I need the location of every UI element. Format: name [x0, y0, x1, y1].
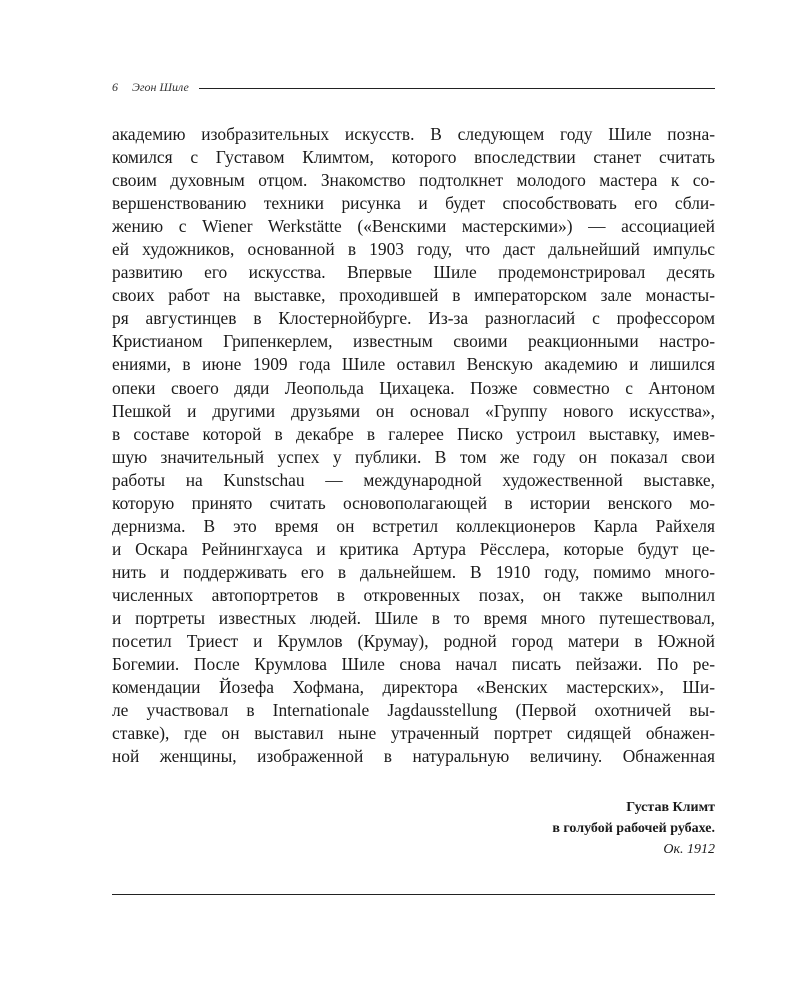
text-line: которую принято считать основополагающей в истории венского мо-: [112, 492, 715, 513]
text-line: нить и поддерживать его в дальнейшем. В 1910 году, помимо много-: [112, 561, 715, 582]
text-line: вершенствованию техники рисунка и будет способствовать его сбли-: [112, 193, 715, 214]
text-line: дернизма. В это время он встретил коллекционеров Карла Райхеля: [112, 515, 715, 536]
text-line: комендации Йозефа Хофмана, директора «Венских мастерских», Ши-: [112, 677, 715, 698]
text-line: посетил Триест и Крумлов (Крумау), родной город матери в Южной: [112, 631, 715, 652]
bottom-rule: [112, 894, 715, 895]
text-line: комился с Густавом Климтом, которого впоследствии станет считать: [112, 147, 715, 168]
text-line: ной женщины, изображенной в натуральную величину. Обнаженная: [112, 746, 715, 767]
text-line: шую значительный успех у публики. В том же году он показал свои: [112, 446, 715, 467]
text-line: численных автопортретов в откровенных позах, он также выполнил: [112, 584, 715, 605]
text-line: Пешкой и другими друзьями он основал «Группу нового искусства»,: [112, 400, 715, 421]
text-line: в составе которой в декабре в галерее Писко устроил выставку, имев-: [112, 423, 715, 444]
text-line: ениями, в июне 1909 года Шиле оставил Венскую академию и лишился: [112, 354, 715, 375]
text-line: Богемии. После Крумлова Шиле снова начал писать пейзажи. По ре-: [112, 654, 715, 675]
running-title: Эгон Шиле: [132, 79, 189, 94]
page-number: 6: [112, 79, 118, 94]
text-line: работы на Kunstschau — международной художественной выставке,: [112, 469, 715, 490]
text-line: и портреты известных людей. Шиле в то время много путешествовал,: [112, 607, 715, 628]
text-line: своих работ на выставке, проходившей в императорском зале монасты-: [112, 285, 715, 306]
caption-description: в голубой рабочей рубахе.: [552, 821, 715, 836]
text-line: опеки своего дяди Леопольда Цихацека. Позже совместно с Антоном: [112, 377, 715, 398]
text-line: и Оскара Рейнингхауса и критика Артура Рёсслера, которые будут це-: [112, 538, 715, 559]
text-line: ставке), где он выставил ныне утраченный портрет сидящей обнажен-: [112, 723, 715, 744]
text-line: жению с Wiener Werkstätte («Венскими мастерскими») — ассоциацией: [112, 216, 715, 237]
text-line: своим духовным отцом. Знакомство подтолкнет молодого мастера к со-: [112, 170, 715, 191]
text-line: ле участвовал в Internationale Jagdausstellung (Первой охотничей вы-: [112, 700, 715, 721]
text-line: академию изобразительных искусств. В следующем году Шиле позна-: [112, 124, 715, 144]
page-header: [112, 78, 715, 96]
caption-date: Ок. 1912: [663, 842, 715, 857]
text-line: ей художников, основанной в 1903 году, что даст дальнейший импульс: [112, 239, 715, 260]
body-text: [112, 123, 715, 768]
text-line: Кристианом Грипенкерлем, известным своими реакционными настро-: [112, 331, 715, 352]
text-line: развитию его искусства. Впервые Шиле продемонстрировал десять: [112, 262, 715, 283]
illustration-caption: [552, 797, 715, 860]
text-line: ря августинцев в Клостернойбурге. Из-за разногласий с профессором: [112, 308, 715, 329]
caption-name: Густав Климт: [626, 800, 715, 815]
header-rule: [199, 88, 715, 89]
